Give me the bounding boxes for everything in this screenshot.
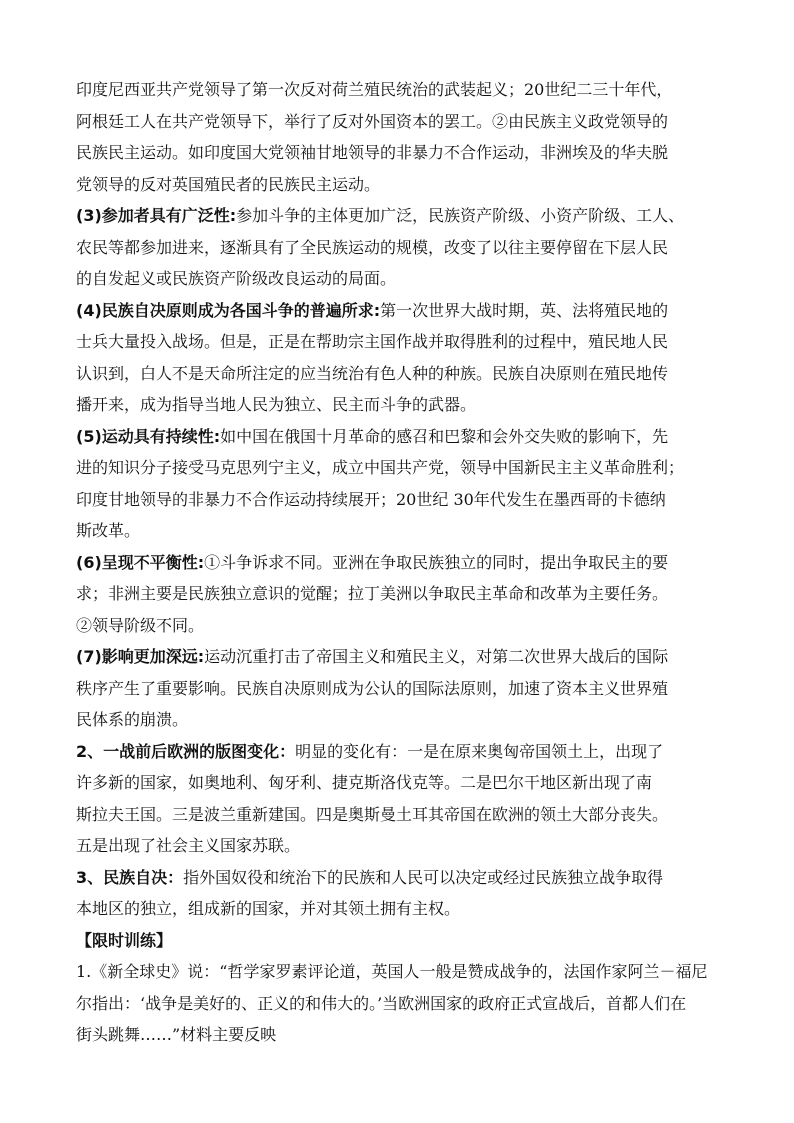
paragraph-continuation <box>76 74 726 200</box>
text-run: 运动沉重打击了帝国主义和殖民主义，对第二次世界大战后的国际 <box>204 647 669 666</box>
text-run: 明显的变化有：一是在原来奥匈帝国领土上，出现了 <box>295 741 664 761</box>
text-line: 1.《新全球史》说：“哲学家罗素评论道，英国人一般是赞成战争的，法国作家阿兰－福尼 <box>76 962 708 981</box>
text-line: 认识到，白人不是天命所注定的应当统治有色人种的种族。民族自决原则在殖民地传 <box>76 363 669 383</box>
text-line <box>76 736 726 768</box>
text-line: 五是出现了社会主义国家苏联。 <box>76 836 301 855</box>
text-line: 求；非洲主要是民族独立意识的觉醒；拉丁美洲以争取民主革命和改革为主要任务。 <box>76 584 669 603</box>
text-run: 第一次世界大战时期，英、法将殖民地的 <box>380 300 669 320</box>
text-line: 民体系的崩溃。 <box>76 710 189 729</box>
text-line <box>76 862 726 894</box>
question-1 <box>76 956 726 1051</box>
text-line: 斯拉夫王国。三是波兰重新建国。四是奥斯曼土耳其帝国在欧洲的领土大部分丧失。 <box>76 804 669 824</box>
text-line: 尔指出：‘战争是美好的、正义的和伟大的。’当欧洲国家的政府正式宣战后，首都人们在 <box>76 993 687 1013</box>
text-line: 许多新的国家，如奥地利、匈牙利、捷克斯洛伐克等。二是巴尔干地区新出现了南 <box>76 773 653 792</box>
section-2 <box>76 736 726 862</box>
document-page <box>76 74 726 1051</box>
text-line: 斯改革。 <box>76 521 141 540</box>
paragraph-point-6 <box>76 547 726 642</box>
text-run: ①斗争诉求不同。亚洲在争取民族独立的同时，提出争取民主的要 <box>204 552 669 572</box>
paragraph-point-3 <box>76 200 726 295</box>
text-line <box>76 200 726 232</box>
text-line: 的自发起义或民族资产阶级改良运动的局面。 <box>76 269 397 288</box>
paragraph-point-7 <box>76 641 726 736</box>
text-line: 阿根廷工人在共产党领导下，举行了反对外国资本的罢工。②由民族主义政党领导的 <box>76 111 669 131</box>
text-line: 秩序产生了重要影响。民族自决原则成为公认的国际法原则，加速了资本主义世界殖 <box>76 678 669 698</box>
text-line: 党领导的反对英国殖民者的民族民主运动。 <box>76 174 381 194</box>
text-line <box>76 421 726 453</box>
text-line: 街头跳舞……”材料主要反映 <box>76 1025 277 1044</box>
text-line: ②领导阶级不同。 <box>76 615 205 635</box>
point-heading: (3)参加者具有广泛性: <box>76 206 237 225</box>
point-heading: (5)运动具有持续性: <box>76 426 221 446</box>
text-line: 士兵大量投入战场。但是，正是在帮助宗主国作战并取得胜利的过程中，殖民地人民 <box>76 332 669 351</box>
text-run: 指外国奴役和统治下的民族和人民可以决定或经过民族独立战争取得 <box>183 867 664 887</box>
text-line: 播开来，成为指导当地人民为独立、民主而斗争的武器。 <box>76 395 477 414</box>
text-line: 本地区的独立，组成新的国家，并对其领土拥有主权。 <box>76 899 461 918</box>
text-line <box>76 295 726 327</box>
text-line <box>76 547 726 579</box>
text-line <box>76 641 726 673</box>
text-run: 如中国在俄国十月革命的感召和巴黎和会外交失败的影响下，先 <box>220 426 669 446</box>
point-heading: (7)影响更加深远: <box>76 647 205 666</box>
training-heading-block <box>76 925 726 957</box>
paragraph-point-4 <box>76 295 726 421</box>
paragraph-point-5 <box>76 421 726 547</box>
text-line: 印度甘地领导的非暴力不合作运动持续展开；20世纪 30年代发生在墨西哥的卡德纳 <box>76 489 666 509</box>
point-heading: (4)民族自决原则成为各国斗争的普遍所求: <box>76 300 381 320</box>
training-heading: 【限时训练】 <box>76 930 173 950</box>
point-heading: (6)呈现不平衡性: <box>76 552 205 572</box>
text-line: 印度尼西亚共产党领导了第一次反对荷兰殖民统治的武装起义；20世纪二三十年代， <box>76 80 673 99</box>
text-line: 民族民主运动。如印度国大党领袖甘地领导的非暴力不合作运动，非洲埃及的华夫脱 <box>76 143 669 162</box>
section-heading: 2、一战前后欧洲的版图变化： <box>76 741 296 761</box>
text-line: 农民等都参加进来，逐渐具有了全民族运动的规模，改变了以往主要停留在下层人民 <box>76 237 669 257</box>
section-heading: 3、民族自决： <box>76 867 184 887</box>
text-run: 参加斗争的主体更加广泛，民族资产阶级、小资产阶级、工人、 <box>236 206 685 225</box>
text-line: 进的知识分子接受马克思列宁主义，成立中国共产党，领导中国新民主主义革命胜利； <box>76 458 685 477</box>
section-3 <box>76 862 726 925</box>
